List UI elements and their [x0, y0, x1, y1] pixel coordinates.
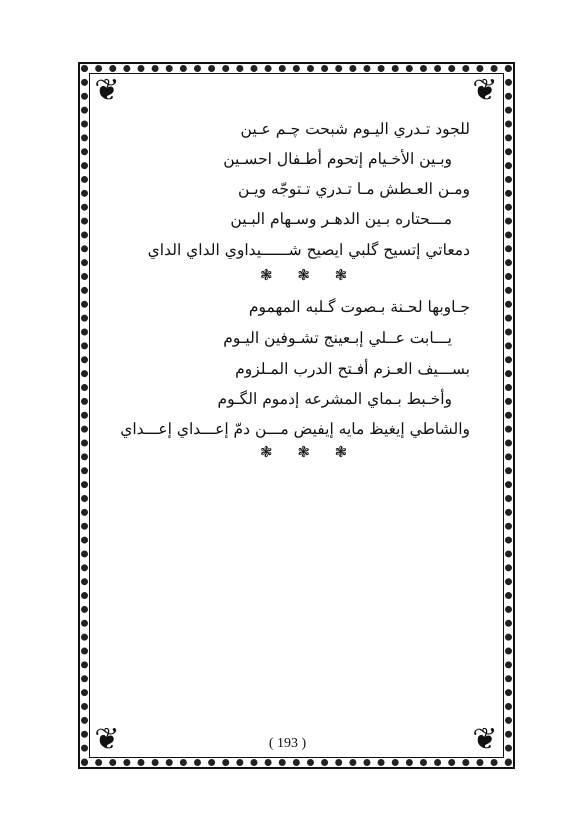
page-border-inner	[89, 73, 504, 758]
floral-corner-icon: ❦	[472, 73, 498, 108]
floral-corner-icon: ❦	[94, 73, 120, 108]
verse-line: يـــابت عــلي إبـعينج تشـوفين اليـوم	[223, 329, 452, 347]
stanza-separator: ❃ ❃ ❃	[260, 443, 358, 461]
verse-line: مـــحتاره بـين الدهـر وسـهام البـين	[230, 210, 452, 228]
verse-line: للجود تـدري اليـوم شبحت چـم عـين	[240, 120, 470, 138]
verse-line: بســـيف العـزم أفـتح الدرب المـلزوم	[235, 360, 470, 378]
page-number: ( 193 )	[268, 736, 307, 751]
floral-corner-icon: ❦	[94, 722, 120, 757]
verse-line: والشاطي إيغيظ مايه إيفيض مـــن دمّ إعـــداي إعـــداي	[120, 420, 470, 438]
verse-line: وبـين الأخـيام إتحوم أطـفال احسـين	[223, 150, 452, 168]
verse-line: دمعاتي إتسيح گلبي ايصيح شــــــيداوي الداي الداي	[147, 241, 470, 259]
floral-corner-icon: ❦	[472, 722, 498, 757]
verse-line: جـاوبها لحـنة بـصوت گـلبه المهموم	[248, 298, 470, 316]
verse-line: ومـن العـطش مـا تـدري تـتوجّه ويـن	[237, 180, 470, 198]
verse-line: وأخـبط بـماي المشرعه إدموم الگـوم	[217, 390, 452, 408]
stanza-separator: ❃ ❃ ❃	[260, 266, 358, 284]
